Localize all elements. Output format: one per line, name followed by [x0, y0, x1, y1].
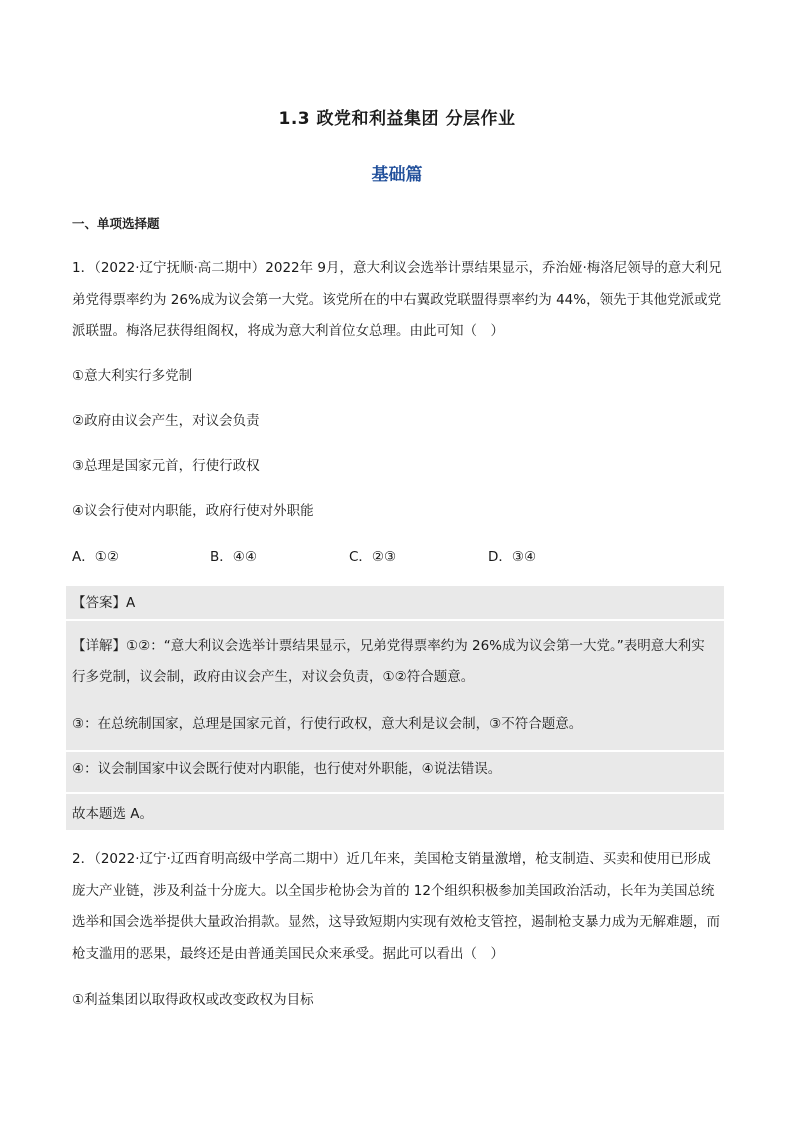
page-title: 1.3 政党和利益集团 分层作业 — [278, 109, 516, 129]
q1-explanation-2: ③：在总统制国家，总理是国家元首，行使行政权，意大利是议会制，③不符合题意。 — [72, 716, 583, 732]
q1-statement-3: ③总理是国家元首，行使行政权 — [72, 458, 260, 474]
answer-box — [66, 586, 724, 830]
q2-statement-1: ①利益集团以取得政权或改变政权为目标 — [72, 992, 314, 1008]
q1-explanation-1: 【详解】①②：“意大利议会选举计票结果显示，兄弟党得票率约为 26%成为议会第一大党。”表明意大利实行多党制，议会制，政府由议会产生，对议会负责，①②符合题意。 — [72, 638, 705, 685]
q1-option-b[interactable]: B．④④ — [210, 549, 257, 565]
question-1-stem: 1．（2022·辽宁抚顺·高二期中）2022年 9月，意大利议会选举计票结果显示，乔治娅·梅洛尼领导的意大利兄弟党得票率约为 26%成为议会第一大党。该党所在的中右翼政党联盟得票率约为 44%，领先于其他党派或党派联盟。梅洛尼获得组阁权，将成为意大利首位女总理。由此可知（ ） — [72, 260, 722, 339]
q1-option-c[interactable]: C．②③ — [349, 549, 397, 565]
section-title: 基础篇 — [371, 165, 423, 185]
q1-option-d[interactable]: D．③④ — [488, 549, 537, 565]
q1-statement-4: ④议会行使对内职能，政府行使对外职能 — [72, 503, 314, 519]
q1-explanation-4: 故本题选 A。 — [72, 806, 154, 822]
q1-statement-2: ②政府由议会产生，对议会负责 — [72, 413, 260, 429]
part-heading: 一、单项选择题 — [72, 216, 160, 231]
q1-option-a[interactable]: A．①② — [72, 549, 119, 565]
q1-statement-1: ①意大利实行多党制 — [72, 368, 193, 384]
q1-explanation-3: ④：议会制国家中议会既行使对内职能，也行使对外职能，④说法错误。 — [72, 761, 502, 777]
q1-answer: 【答案】A — [72, 595, 136, 611]
q1-options — [72, 545, 724, 567]
question-2-stem: 2．（2022·辽宁·辽西育明高级中学高二期中）近几年来，美国枪支销量激增，枪支制造、买卖和使用已形成庞大产业链，涉及利益十分庞大。以全国步枪协会为首的 12个组织积极参加美国政治活动，长年为美国总统选举和国会选举提供大量政治捐款。显然，这导致短期内实现有效枪支管控，遏制枪支暴力成为无解难题，而枪支滥用的恶果，最终还是由普通美国民众来承受。据此可以看出（ ） — [72, 851, 720, 962]
